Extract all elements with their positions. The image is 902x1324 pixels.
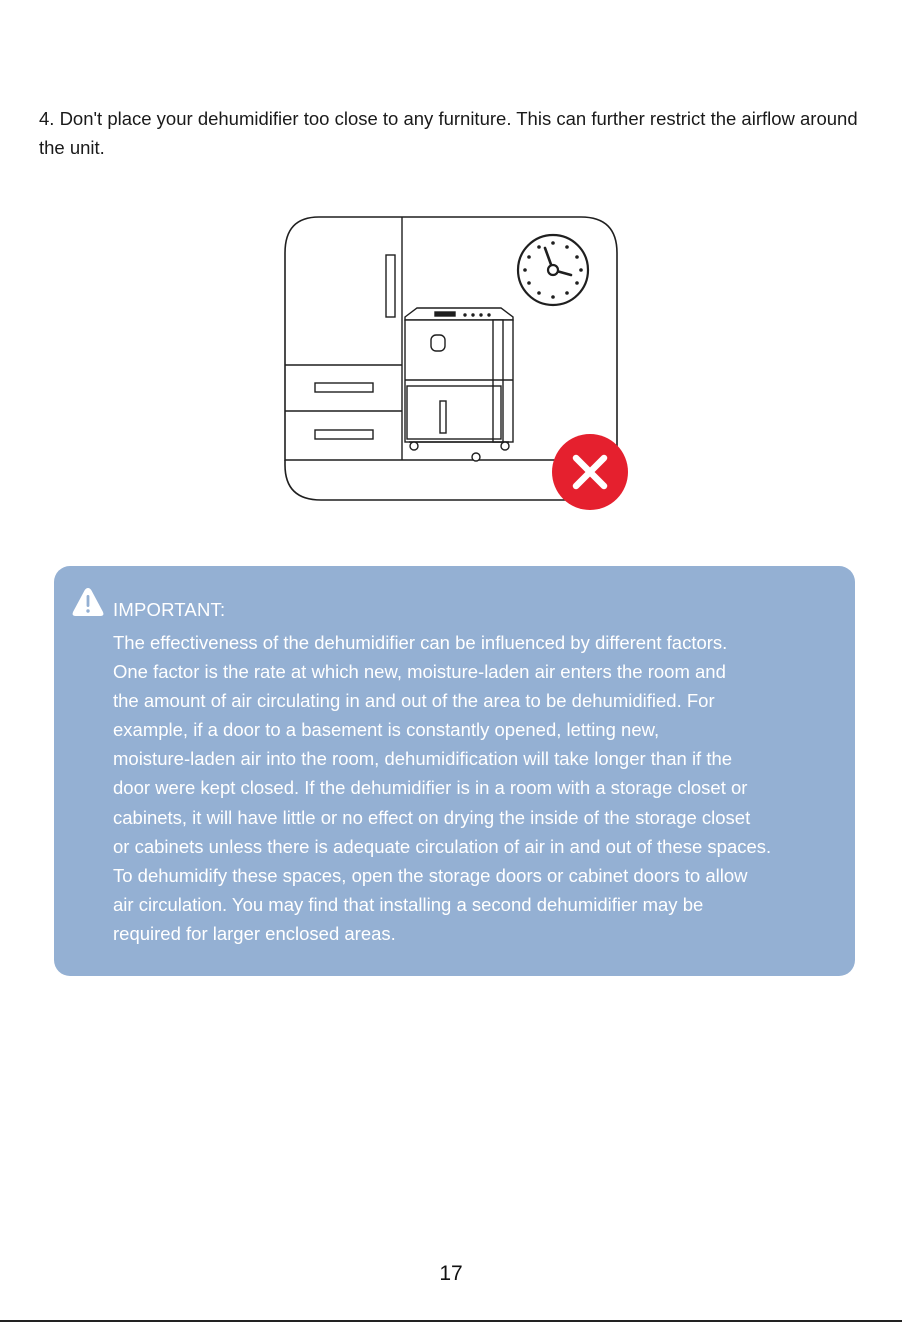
notice-line: the amount of air circulating in and out of the area to be dehumidified. For (113, 690, 715, 712)
dehumidifier-icon (405, 308, 513, 461)
warning-triangle-icon (71, 586, 105, 618)
notice-line: The effectiveness of the dehumidifier can be influenced by different factors. (113, 632, 728, 653)
room-floor (285, 460, 573, 500)
instruction-text: 4. Don't place your dehumidifier too close to any furniture. This can further restrict the airflow around the unit. (39, 108, 858, 158)
notice-line: example, if a door to a basement is constantly opened, letting new, (113, 719, 660, 741)
notice-line: door were kept closed. If the dehumidifier is in a room with a storage closet or (113, 777, 748, 799)
notice-line: cabinets, it will have little or no effect on drying the inside of the storage closet (113, 806, 751, 828)
prohibited-x-icon (552, 434, 628, 510)
notice-title: IMPORTANT: (113, 599, 226, 620)
important-notice-box (54, 566, 855, 976)
notice-line: required for larger enclosed areas. (113, 922, 396, 944)
notice-line: To dehumidify these spaces, open the storage doors or cabinet doors to allow (113, 864, 748, 886)
furniture-placement-illustration (283, 215, 633, 515)
notice-line: One factor is the rate at which new, moisture-laden air enters the room and (113, 661, 726, 683)
notice-line: moisture-laden air into the room, dehumidification will take longer than if the (113, 748, 733, 770)
page-bottom-rule (0, 1320, 902, 1322)
wall-clock-icon (518, 235, 588, 305)
wardrobe-icon (285, 217, 402, 460)
notice-line: air circulation. You may find that installing a second dehumidifier may be (113, 893, 704, 915)
page-number: 17 (439, 1262, 463, 1285)
notice-body (113, 628, 843, 948)
notice-line: or cabinets unless there is adequate circulation of air in and out of these spaces. (113, 835, 772, 857)
